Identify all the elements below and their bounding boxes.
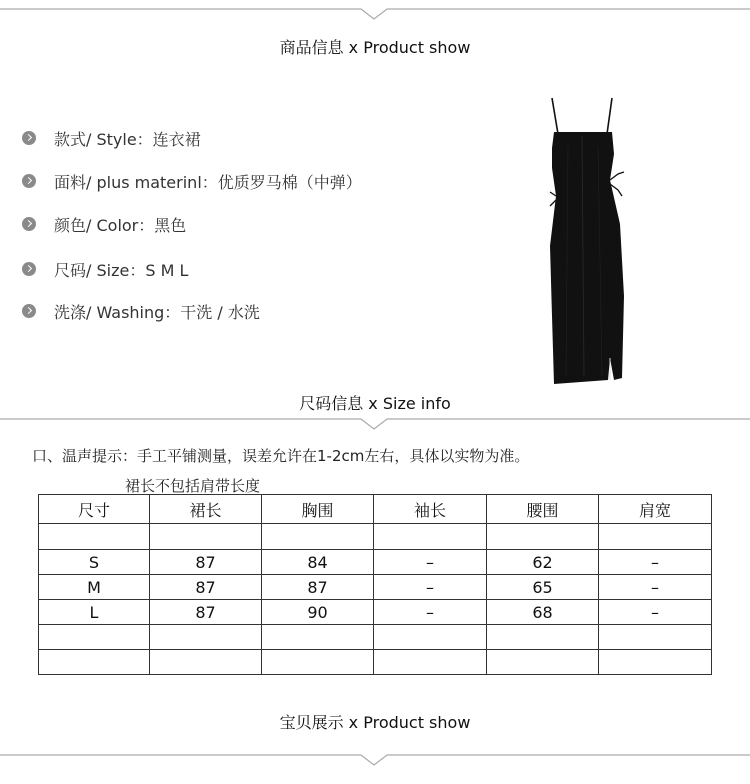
table-cell: S (39, 550, 150, 575)
table-cell: 87 (150, 550, 262, 575)
table-cell: – (374, 575, 487, 600)
product-info-title: 商品信息 x Product show (279, 38, 471, 57)
table-cell (374, 650, 487, 675)
header-sleeve: 袖长 (374, 495, 487, 524)
table-cell: – (599, 600, 712, 625)
table-cell (487, 650, 599, 675)
chevron-right-icon (22, 304, 36, 318)
measurement-note: 口、温声提示：手工平铺测量，误差允许在1-2cm左右，具体以实物为准。 (32, 447, 530, 465)
table-cell (262, 625, 374, 650)
table-cell (262, 650, 374, 675)
product-dress-image (530, 96, 640, 388)
table-cell: 68 (487, 600, 599, 625)
table-cell (150, 524, 262, 550)
table-cell (487, 625, 599, 650)
spec-washing-label: 洗涤/ Washing：干洗 / 水洗 (54, 302, 260, 322)
table-cell (374, 524, 487, 550)
product-show-title: 宝贝展示 x Product show (279, 713, 471, 732)
chevron-right-icon (22, 174, 36, 188)
table-row (39, 575, 712, 600)
table-cell (39, 524, 150, 550)
table-header-row (39, 495, 712, 524)
spec-material-label: 面料/ plus materinl：优质罗马棉（中弹） (54, 172, 362, 192)
table-cell: 87 (150, 575, 262, 600)
table-cell (39, 625, 150, 650)
table-row (39, 600, 712, 625)
size-info-title: 尺码信息 x Size info (299, 394, 451, 413)
spec-size-label: 尺码/ Size：S M L (54, 260, 189, 280)
spec-color (22, 212, 186, 236)
spec-style (22, 126, 201, 150)
table-cell: L (39, 600, 150, 625)
table-cell (39, 650, 150, 675)
table-cell: 84 (262, 550, 374, 575)
table-cell (374, 625, 487, 650)
table-cell: – (599, 550, 712, 575)
table-row (39, 550, 712, 575)
chevron-right-icon (22, 262, 36, 276)
table-row (39, 650, 712, 675)
table-cell (599, 650, 712, 675)
header-shoulder: 肩宽 (599, 495, 712, 524)
table-cell (262, 524, 374, 550)
spec-size (22, 257, 188, 281)
table-cell: – (599, 575, 712, 600)
bottom-divider (0, 752, 750, 764)
table-cell: – (374, 600, 487, 625)
table-row (39, 524, 712, 550)
table-cell (599, 524, 712, 550)
table-cell: M (39, 575, 150, 600)
table-cell: 87 (262, 575, 374, 600)
top-divider (0, 6, 750, 18)
spec-color-label: 颜色/ Color：黑色 (54, 215, 187, 235)
table-cell (487, 524, 599, 550)
header-waist: 腰围 (487, 495, 599, 524)
size-divider (0, 416, 750, 428)
table-cell: 87 (150, 600, 262, 625)
spec-washing (22, 299, 260, 323)
table-cell (150, 650, 262, 675)
table-cell (150, 625, 262, 650)
chevron-right-icon (22, 131, 36, 145)
table-cell: 65 (487, 575, 599, 600)
chevron-right-icon (22, 217, 36, 231)
header-bust: 胸围 (262, 495, 374, 524)
size-table (38, 494, 712, 675)
spec-style-label: 款式/ Style：连衣裙 (54, 129, 201, 149)
table-cell (599, 625, 712, 650)
table-cell: 62 (487, 550, 599, 575)
table-cell: – (374, 550, 487, 575)
table-row (39, 625, 712, 650)
table-cell: 90 (262, 600, 374, 625)
header-length: 裙长 (150, 495, 262, 524)
length-note: 裙长不包括肩带长度 (125, 477, 261, 495)
spec-material (22, 169, 362, 193)
header-size: 尺寸 (39, 495, 150, 524)
